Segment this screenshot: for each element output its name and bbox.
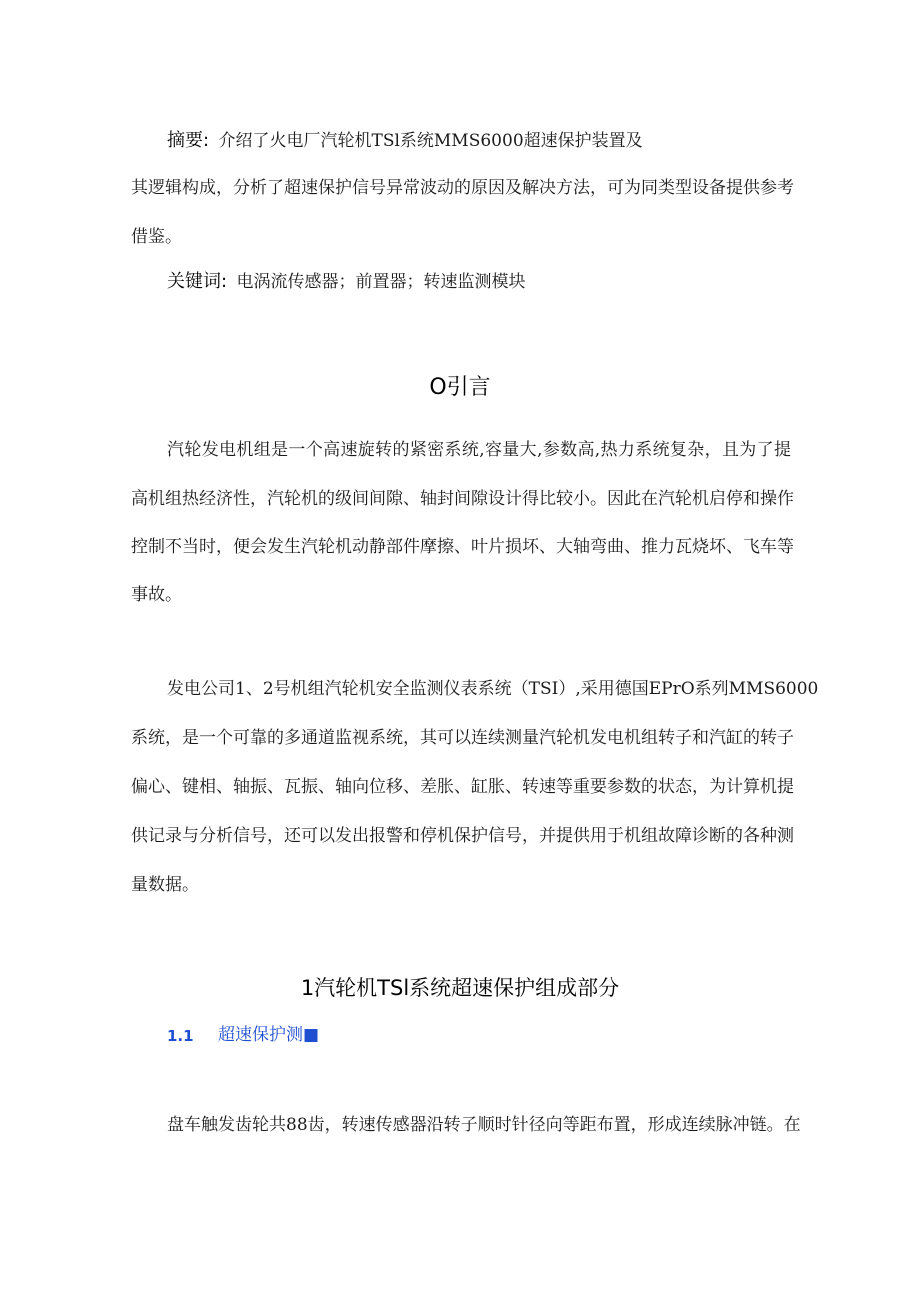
intro-para2-line-5: 量数据。: [131, 875, 199, 895]
abstract-label: 摘要:: [167, 130, 210, 151]
abstract-line-3: 借鉴。: [131, 227, 182, 247]
section-1-heading: 1汽轮机TSl系统超速保护组成部分: [300, 976, 620, 1000]
intro-para1-line-3: 控制不当时，便会发生汽轮机动静部件摩擦、叶片损坏、大轴弯曲、推力瓦烧坏、飞车等: [131, 537, 794, 557]
intro-para2-line-1: 发电公司1、2号机组汽轮机安全监测仪表系统（TSI）,采用德国EPrO系列MMS6000: [167, 679, 819, 699]
abstract-line-2: 其逻辑构成，分析了超速保护信号异常波动的原因及解决方法，可为同类型设备提供参考: [131, 178, 794, 198]
intro-para1-line-4: 事故。: [131, 585, 182, 605]
abstract-text-1: 介绍了火电厂汽轮机TSl系统MMS6000超速保护装置及: [218, 131, 643, 151]
intro-para1-line-1: 汽轮发电机组是一个高速旋转的紧密系统,容量大,参数高,热力系统复杂，且为了提: [167, 440, 791, 460]
intro-para2-line-2: 系统，是一个可靠的多通道监视系统，其可以连续测量汽轮机发电机组转子和汽缸的转子: [131, 728, 794, 748]
subsection-number: 1.1: [167, 1027, 194, 1045]
section-0-heading: O引言: [429, 375, 491, 400]
abstract-line-1: [167, 129, 643, 153]
intro-para2-line-3: 偏心、键相、轴振、瓦振、轴向位移、差胀、缸胀、转速等重要参数的状态，为计算机提: [131, 777, 794, 797]
intro-para1-line-2: 高机组热经济性，汽轮机的级间间隙、轴封间隙设计得比较小。因此在汽轮机启停和操作: [131, 489, 794, 509]
subsection-title: 超速保护测■: [218, 1025, 320, 1045]
section1-para1-line-1: 盘车触发齿轮共88齿，转速传感器沿转子顺时针径向等距布置，形成连续脉冲链。在: [167, 1115, 801, 1135]
keywords-label: 关键词:: [167, 271, 228, 292]
keywords-line: [167, 270, 525, 294]
intro-para2-line-4: 供记录与分析信号，还可以发出报警和停机保护信号，并提供用于机组故障诊断的各种测: [131, 826, 794, 846]
keywords-text: 电涡流传感器；前置器；转速监测模块: [236, 272, 526, 292]
